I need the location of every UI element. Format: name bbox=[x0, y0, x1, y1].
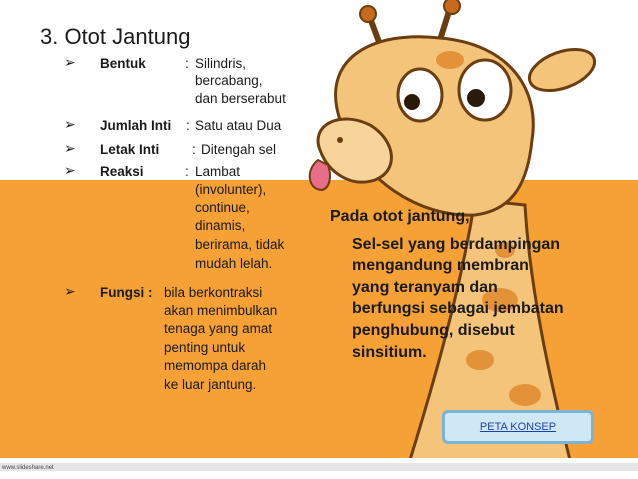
slide-title: 3. Otot Jantung bbox=[40, 24, 191, 49]
callout-line: mengandung membran bbox=[352, 257, 529, 274]
callout-line: penghubung, disebut bbox=[352, 322, 515, 339]
arrow-bullet-icon: ➢ bbox=[64, 54, 76, 70]
item-label: Jumlah Inti bbox=[100, 118, 172, 133]
giraffe-spot bbox=[509, 384, 541, 406]
giraffe-pupil bbox=[467, 89, 485, 107]
item-desc-line: bila berkontraksi bbox=[164, 285, 263, 300]
item-desc-line: (involunter), bbox=[195, 182, 267, 197]
item-desc-line: ke luar jantung. bbox=[164, 377, 257, 392]
item-separator: : bbox=[192, 142, 196, 157]
item-separator: : bbox=[186, 118, 190, 133]
callout-line: yang teranyam dan bbox=[352, 279, 498, 296]
giraffe-eye bbox=[398, 69, 442, 121]
giraffe-illustration bbox=[300, 0, 638, 460]
item-label: Bentuk bbox=[100, 56, 146, 71]
item-separator: : bbox=[185, 56, 189, 71]
item-desc-line: continue, bbox=[195, 200, 250, 215]
item-label: Letak Inti bbox=[100, 142, 160, 157]
item-desc-line: Silindris, bbox=[195, 56, 247, 71]
item-desc-line: dan berserabut bbox=[195, 91, 286, 106]
peta-konsep-button[interactable]: PETA KONSEP bbox=[442, 410, 594, 444]
item-desc-line: akan menimbulkan bbox=[164, 303, 278, 318]
callout-title: Pada otot jantung, bbox=[330, 208, 470, 225]
bottom-bar bbox=[0, 463, 638, 471]
item-separator: : bbox=[185, 164, 189, 179]
giraffe-ear bbox=[524, 41, 600, 98]
callout-line: sinsitium. bbox=[352, 344, 427, 361]
item-desc-line: Ditengah sel bbox=[201, 142, 277, 157]
item-desc-line: mudah lelah. bbox=[195, 256, 273, 271]
giraffe-spot bbox=[466, 350, 494, 370]
item-desc-line: Satu atau Dua bbox=[195, 118, 282, 133]
watermark: www.slideshare.net bbox=[2, 465, 54, 471]
giraffe-eye bbox=[459, 60, 511, 120]
item-desc-line: memompa darah bbox=[164, 358, 267, 373]
arrow-bullet-icon: ➢ bbox=[64, 283, 76, 299]
giraffe-nostril bbox=[337, 137, 343, 143]
callout-line: Sel-sel yang berdampingan bbox=[352, 236, 561, 253]
arrow-bullet-icon: ➢ bbox=[64, 162, 76, 178]
item-desc-line: tenaga yang amat bbox=[164, 321, 273, 336]
giraffe-horn-tip bbox=[360, 6, 376, 22]
arrow-bullet-icon: ➢ bbox=[64, 116, 76, 132]
item-desc-line: penting untuk bbox=[164, 340, 246, 355]
item-desc-line: berirama, tidak bbox=[195, 237, 285, 252]
item-desc-line: dinamis, bbox=[195, 218, 246, 233]
giraffe-horn-tip bbox=[444, 0, 460, 14]
arrow-bullet-icon: ➢ bbox=[64, 140, 76, 156]
giraffe-tongue bbox=[310, 160, 330, 190]
item-desc-line: bercabang, bbox=[195, 73, 263, 88]
item-label: Reaksi bbox=[100, 164, 144, 179]
callout-line: berfungsi sebagai jembatan bbox=[352, 300, 564, 317]
giraffe-spot bbox=[436, 51, 464, 69]
item-desc-line: Lambat bbox=[195, 164, 241, 179]
item-label: Fungsi : bbox=[100, 285, 153, 300]
giraffe-pupil bbox=[404, 94, 420, 110]
